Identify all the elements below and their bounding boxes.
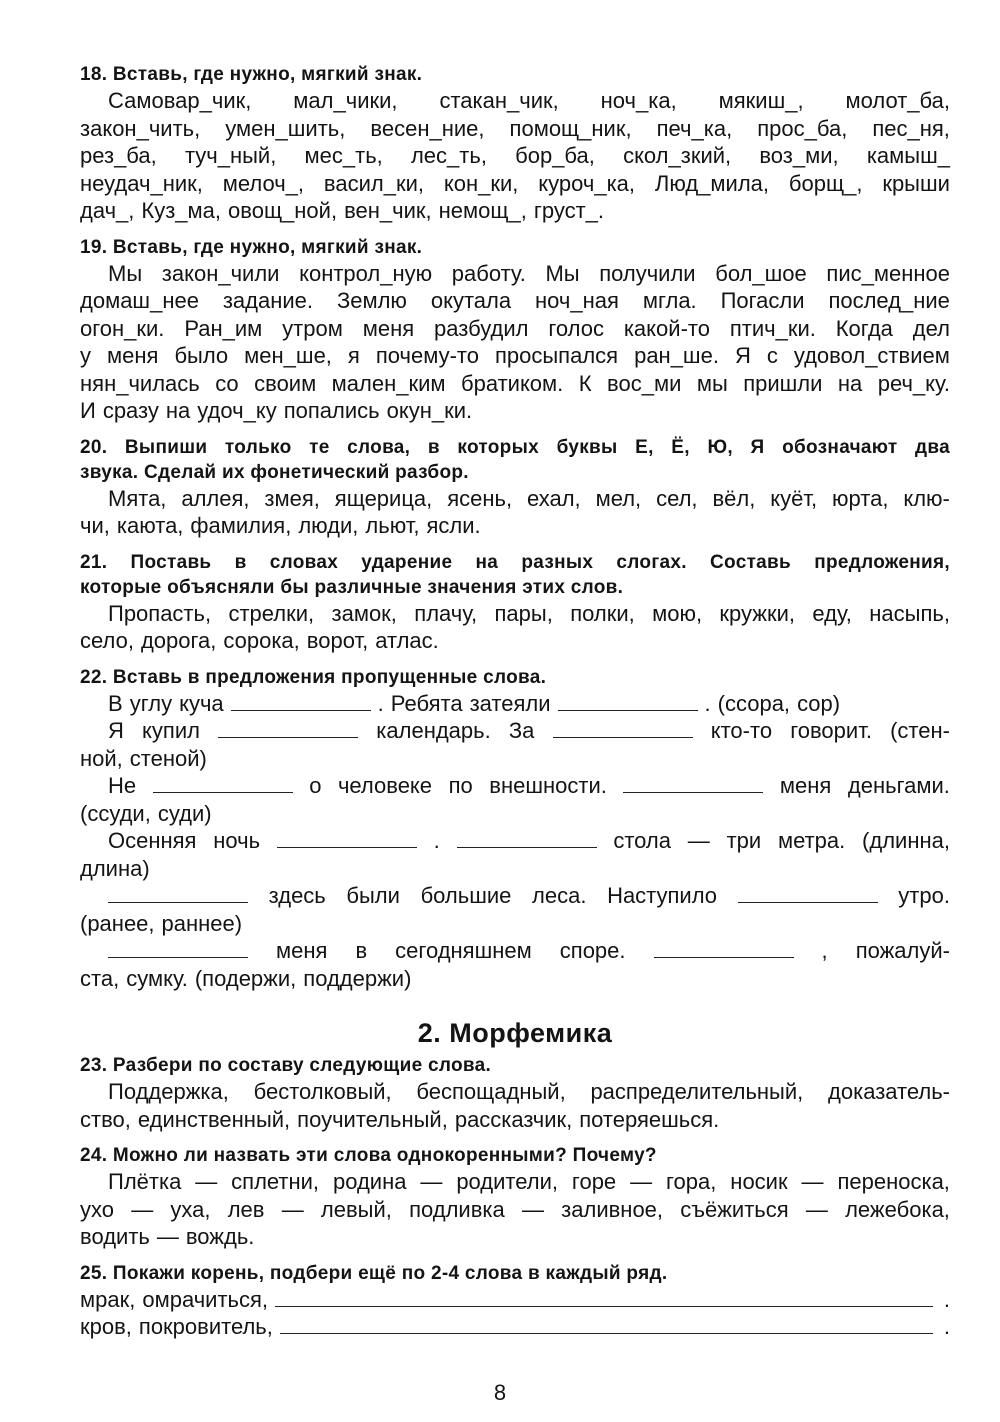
word: пожалуй- bbox=[855, 938, 950, 963]
word: сор) bbox=[797, 690, 841, 716]
word: доказатель- bbox=[828, 1079, 950, 1104]
word: Я bbox=[734, 343, 751, 368]
word: ста, bbox=[80, 965, 120, 991]
text-line bbox=[80, 910, 950, 938]
answer-blank[interactable] bbox=[654, 939, 794, 958]
word: ной, bbox=[80, 745, 123, 771]
word: молот_ба, bbox=[845, 88, 950, 113]
word: К bbox=[578, 370, 592, 396]
word: (подержи, bbox=[194, 965, 297, 991]
word: стола bbox=[613, 828, 671, 853]
exercise-heading: 18. Вставь, где нужно, мягкий знак. bbox=[80, 64, 423, 85]
word: печ_ка, bbox=[656, 115, 733, 141]
answer-blank[interactable] bbox=[738, 884, 878, 903]
word: закон_чили bbox=[161, 260, 280, 286]
word: поддержи) bbox=[303, 965, 412, 991]
text-line bbox=[80, 142, 950, 170]
word: работу. bbox=[451, 260, 526, 286]
text-line bbox=[80, 1223, 950, 1251]
word: меня bbox=[107, 343, 159, 368]
word: атлас. bbox=[375, 628, 439, 653]
word: Погасли bbox=[720, 288, 805, 313]
word: Когда bbox=[835, 315, 893, 341]
text-line bbox=[80, 512, 950, 540]
text-line bbox=[80, 627, 950, 655]
text-line bbox=[80, 772, 950, 800]
answer-blank[interactable] bbox=[277, 829, 417, 848]
word: Пропасть, bbox=[108, 600, 212, 626]
word: сумку. bbox=[126, 965, 188, 991]
word: окутала bbox=[430, 288, 512, 313]
word: Ребята bbox=[390, 690, 463, 716]
word: мгла. bbox=[642, 288, 697, 313]
word: крыши bbox=[882, 170, 950, 196]
word: три bbox=[726, 828, 762, 853]
word: горе bbox=[571, 1169, 617, 1194]
word: домаш_нее bbox=[80, 288, 199, 313]
word: — bbox=[420, 1169, 443, 1194]
word: омрачиться, bbox=[142, 1286, 269, 1312]
word: весен_ние, bbox=[370, 115, 485, 141]
answer-blank[interactable] bbox=[275, 1288, 933, 1307]
exercise bbox=[80, 665, 950, 993]
word: внешности. bbox=[489, 773, 607, 798]
word: ясли. bbox=[426, 513, 481, 538]
exercise bbox=[80, 62, 950, 225]
word: закон_чить, bbox=[80, 115, 201, 141]
word: помощ_ник, bbox=[509, 115, 632, 141]
word: со bbox=[215, 370, 239, 396]
text-line bbox=[80, 600, 950, 628]
word: стакан_чик, bbox=[439, 88, 559, 113]
word: человеке bbox=[337, 773, 433, 798]
word: на bbox=[837, 370, 863, 396]
word: — bbox=[630, 1169, 653, 1194]
word: уха, bbox=[170, 1196, 211, 1222]
word: птич_ки. bbox=[729, 315, 816, 341]
word: груст_. bbox=[533, 198, 605, 223]
word: куча bbox=[179, 690, 224, 716]
word: замок, bbox=[331, 600, 397, 626]
word: носик bbox=[730, 1169, 788, 1194]
word: леса. bbox=[532, 883, 587, 908]
text-line bbox=[80, 87, 950, 115]
word: большие bbox=[420, 883, 512, 908]
answer-blank[interactable] bbox=[457, 829, 597, 848]
word: чи, bbox=[80, 513, 110, 538]
word: . bbox=[377, 690, 384, 716]
word: ящерица, bbox=[334, 485, 433, 511]
word: о bbox=[309, 773, 322, 798]
word: куроч_ка, bbox=[538, 170, 636, 196]
text-line bbox=[80, 197, 950, 225]
word: туч_ный, bbox=[184, 143, 277, 168]
exercises-phonetics bbox=[80, 62, 950, 992]
text-line bbox=[80, 370, 950, 398]
word: мою, bbox=[652, 600, 703, 626]
word: Куз_ма, bbox=[141, 198, 222, 223]
word: бол_шое bbox=[715, 260, 807, 286]
word: село, bbox=[80, 628, 134, 653]
word: единственный, bbox=[137, 1106, 291, 1132]
word: ворот, bbox=[306, 628, 369, 653]
word: рез_ба, bbox=[80, 143, 157, 168]
answer-blank[interactable] bbox=[558, 692, 698, 711]
word: Землю bbox=[336, 288, 407, 313]
text-line bbox=[80, 287, 950, 315]
word: подливка bbox=[409, 1196, 505, 1222]
word: . bbox=[943, 1314, 950, 1339]
word: (длинна, bbox=[862, 828, 950, 853]
word: своим bbox=[254, 370, 317, 396]
word: — bbox=[801, 1169, 824, 1194]
word: , bbox=[821, 938, 828, 963]
word: сплетни, bbox=[231, 1169, 320, 1194]
word: беспощадный, bbox=[416, 1079, 566, 1104]
answer-blank[interactable] bbox=[280, 1315, 933, 1334]
exercise-heading: 21. Поставь в словах ударение на разных слогах. Составь предложения, bbox=[80, 551, 950, 573]
word: съёжиться bbox=[680, 1196, 789, 1222]
word: метра. bbox=[777, 828, 846, 853]
page-number: 8 bbox=[493, 1380, 507, 1405]
exercise-heading: 23. Разбери по составу следующие слова. bbox=[80, 1055, 492, 1076]
word: Самовар_чик, bbox=[108, 88, 252, 113]
word: В bbox=[108, 690, 123, 716]
word: огон_ки. bbox=[80, 315, 165, 341]
word: мален_ким bbox=[331, 370, 446, 396]
word: дел bbox=[912, 315, 950, 341]
word: Не bbox=[108, 773, 137, 798]
word: с bbox=[766, 343, 778, 368]
word: кров, bbox=[80, 1314, 132, 1339]
word: дач_, bbox=[80, 198, 135, 223]
word: мрак, bbox=[80, 1286, 136, 1312]
word: сразу bbox=[102, 398, 159, 423]
word: пес_ня, bbox=[872, 115, 950, 141]
word: скол_зкий, bbox=[623, 143, 732, 168]
word: меня bbox=[276, 938, 328, 963]
word: попались bbox=[283, 398, 380, 423]
word: Мята, bbox=[108, 485, 167, 511]
word: утром bbox=[282, 315, 343, 341]
exercise bbox=[80, 435, 950, 540]
word: на bbox=[165, 398, 191, 423]
word: куёт, bbox=[770, 485, 818, 511]
word: бестолковый, bbox=[253, 1079, 392, 1104]
word: просыпался bbox=[494, 343, 619, 368]
answer-blank[interactable] bbox=[108, 884, 248, 903]
word: удоч_ку bbox=[197, 398, 277, 423]
word: мы bbox=[696, 370, 728, 396]
word: (ранее, bbox=[80, 910, 155, 936]
answer-blank[interactable] bbox=[553, 719, 693, 738]
exercise bbox=[80, 1053, 950, 1133]
word: родина bbox=[332, 1169, 407, 1194]
word: лежебока, bbox=[845, 1196, 950, 1222]
word: мен_ше, bbox=[244, 343, 332, 368]
text-line bbox=[80, 115, 950, 143]
word: Плётка bbox=[108, 1169, 182, 1194]
word: вос_ми bbox=[607, 370, 682, 396]
word: дорога, bbox=[140, 628, 217, 653]
word: в bbox=[355, 938, 368, 963]
word: . bbox=[433, 828, 440, 853]
word: немощ_, bbox=[438, 198, 527, 223]
worksheet-page bbox=[80, 62, 950, 1351]
word: здесь bbox=[268, 883, 326, 908]
exercises-morphemics bbox=[80, 1053, 950, 1341]
word: овощ_ной, bbox=[228, 198, 338, 223]
word: левый, bbox=[320, 1196, 392, 1222]
word: сегодняшнем bbox=[395, 938, 532, 963]
word: люди, bbox=[298, 513, 359, 538]
word: ясень, bbox=[447, 485, 513, 511]
word: пришли bbox=[743, 370, 823, 396]
word: полки, bbox=[570, 600, 635, 626]
exercise bbox=[80, 1143, 950, 1251]
word: стрелки, bbox=[228, 600, 315, 626]
word: Люд_мила, bbox=[654, 170, 770, 196]
word: длина) bbox=[80, 855, 150, 881]
exercise-heading: 24. Можно ли назвать эти слова однокоренными? Почему? bbox=[80, 1145, 657, 1166]
word: пары, bbox=[494, 600, 553, 626]
word: разбудил bbox=[434, 315, 529, 341]
answer-blank[interactable] bbox=[108, 939, 248, 958]
text-line bbox=[80, 485, 950, 513]
word: покровитель, bbox=[138, 1314, 273, 1339]
word: вёл, bbox=[712, 485, 756, 511]
exercise-heading: 19. Вставь, где нужно, мягкий знак. bbox=[80, 236, 423, 258]
word: — bbox=[156, 1224, 179, 1249]
word: суди) bbox=[157, 800, 212, 826]
word: Мы bbox=[108, 260, 143, 286]
word: календарь. bbox=[376, 718, 491, 743]
word: (ссуди, bbox=[80, 800, 151, 826]
word: утро. bbox=[898, 883, 950, 908]
text-line bbox=[80, 717, 950, 745]
word: углу bbox=[129, 690, 173, 716]
text-line bbox=[80, 315, 950, 343]
text-line bbox=[80, 690, 950, 718]
word: . bbox=[704, 690, 711, 716]
word: было bbox=[174, 343, 229, 368]
word: — bbox=[687, 828, 710, 853]
word: кон_ки, bbox=[443, 170, 519, 196]
word: затеяли bbox=[469, 690, 551, 716]
word: купил bbox=[142, 718, 200, 743]
word: ухо bbox=[80, 1196, 114, 1222]
word: клю- bbox=[903, 485, 950, 511]
word: — bbox=[131, 1196, 154, 1222]
word: неудач_ник, bbox=[80, 170, 203, 196]
word: водить bbox=[80, 1224, 150, 1249]
word: змея, bbox=[264, 485, 320, 511]
word: у bbox=[80, 343, 91, 368]
text-line bbox=[80, 1168, 950, 1196]
word: голос bbox=[548, 315, 604, 341]
word: родители, bbox=[456, 1169, 558, 1194]
word: послед_ние bbox=[828, 288, 950, 313]
word: мес_ть, bbox=[304, 143, 383, 168]
word: ство, bbox=[80, 1106, 131, 1132]
answer-blank[interactable] bbox=[231, 692, 371, 711]
word: контрол_ную bbox=[299, 260, 433, 286]
word: вен_чик, bbox=[344, 198, 432, 223]
word: мал_чики, bbox=[293, 88, 398, 113]
word: . bbox=[943, 1286, 950, 1312]
word: (ссора, bbox=[717, 690, 791, 716]
word: мелоч_, bbox=[222, 170, 305, 196]
word: ран_ше. bbox=[634, 343, 719, 368]
text-line bbox=[80, 800, 950, 828]
word: гора, bbox=[666, 1169, 717, 1194]
word: поучительный, bbox=[297, 1106, 448, 1132]
word: Осенняя bbox=[108, 828, 197, 853]
word: И bbox=[80, 398, 96, 423]
word: лес_ть, bbox=[410, 143, 487, 168]
exercise-heading: 22. Вставь в предложения пропущенные слова. bbox=[80, 666, 547, 688]
text-line bbox=[80, 397, 950, 425]
answer-blank[interactable] bbox=[218, 719, 358, 738]
word: реч_ку. bbox=[877, 370, 950, 396]
word: потеряешься. bbox=[579, 1106, 720, 1132]
text-line bbox=[80, 1106, 950, 1134]
text-line bbox=[80, 745, 950, 773]
word: — bbox=[281, 1196, 304, 1222]
word: нян_чилась bbox=[80, 370, 200, 396]
word: борщ_, bbox=[788, 170, 863, 196]
text-line bbox=[80, 1313, 950, 1341]
word: фамилия, bbox=[190, 513, 292, 538]
word: кружки, bbox=[719, 600, 796, 626]
word: споре. bbox=[559, 938, 626, 963]
word: льют, bbox=[365, 513, 420, 538]
word: пис_менное bbox=[826, 260, 950, 286]
word: Я bbox=[108, 718, 124, 743]
word: еду, bbox=[812, 600, 852, 626]
word: (стен- bbox=[890, 718, 950, 743]
word: по bbox=[448, 773, 473, 798]
word: юрта, bbox=[832, 485, 889, 511]
word: меня bbox=[362, 315, 415, 341]
text-line bbox=[80, 855, 950, 883]
word: раннее) bbox=[161, 910, 243, 936]
word: сел, bbox=[656, 485, 698, 511]
word: Мы bbox=[545, 260, 580, 286]
text-line bbox=[80, 965, 950, 993]
word: ехал, bbox=[526, 485, 581, 511]
word: говорит. bbox=[790, 718, 872, 743]
text-line bbox=[80, 882, 950, 910]
word: ночь bbox=[213, 828, 261, 853]
word: мякиш_, bbox=[718, 88, 804, 113]
word: удовол_ствием bbox=[793, 343, 950, 368]
word: кто-то bbox=[710, 718, 773, 743]
word: почему-то bbox=[375, 343, 479, 368]
word: деньгами. bbox=[847, 773, 950, 798]
exercise bbox=[80, 550, 950, 655]
word: окун_ки. bbox=[386, 398, 473, 423]
word: За bbox=[508, 718, 535, 743]
word: прос_ба, bbox=[757, 115, 848, 141]
word: — bbox=[195, 1169, 218, 1194]
word: плачу, bbox=[414, 600, 478, 626]
word: стеной) bbox=[129, 745, 207, 771]
word: получили bbox=[599, 260, 696, 286]
text-line bbox=[80, 1286, 950, 1314]
word: заливное, bbox=[561, 1196, 664, 1222]
word: распределительный, bbox=[590, 1079, 804, 1104]
word: камыш_ bbox=[866, 143, 950, 168]
exercise-heading: которые объясняли бы различные значения этих слов. bbox=[80, 576, 624, 598]
exercise bbox=[80, 1261, 950, 1341]
word: Поддержка, bbox=[108, 1079, 229, 1104]
word: лев bbox=[227, 1196, 265, 1222]
word: вождь. bbox=[185, 1224, 255, 1249]
text-line bbox=[80, 937, 950, 965]
word: — bbox=[805, 1196, 828, 1222]
word: Ран_им bbox=[184, 315, 263, 341]
text-line bbox=[80, 1078, 950, 1106]
word: каюта, bbox=[116, 513, 184, 538]
word: воз_ми, bbox=[759, 143, 839, 168]
answer-blank[interactable] bbox=[153, 774, 293, 793]
text-line bbox=[80, 260, 950, 288]
word: бор_ба, bbox=[515, 143, 595, 168]
word: мел, bbox=[595, 485, 642, 511]
word: насыпь, bbox=[869, 600, 950, 626]
word: аллея, bbox=[181, 485, 250, 511]
exercise-heading: 25. Покажи корень, подбери ещё по 2-4 слова в каждый ряд. bbox=[80, 1262, 668, 1284]
section-title: 2. Морфемика bbox=[417, 1018, 613, 1048]
word: Наступило bbox=[607, 883, 718, 908]
word: переноска, bbox=[837, 1169, 950, 1194]
exercise bbox=[80, 235, 950, 425]
word: какой-то bbox=[623, 315, 710, 341]
word: васил_ки, bbox=[323, 170, 424, 196]
word: задание. bbox=[222, 288, 314, 313]
word: рассказчик, bbox=[454, 1106, 573, 1132]
word: сорока, bbox=[223, 628, 300, 653]
answer-blank[interactable] bbox=[623, 774, 763, 793]
text-line bbox=[80, 827, 950, 855]
exercise-heading: 20. Выпиши только те слова, в которых буквы Е, Ё, Ю, Я обозначают два bbox=[80, 436, 950, 458]
word: умен_шить, bbox=[225, 115, 346, 141]
word: я bbox=[347, 343, 360, 368]
text-line bbox=[80, 342, 950, 370]
word: были bbox=[346, 883, 400, 908]
word: ноч_ка, bbox=[600, 88, 677, 113]
word: ноч_ная bbox=[535, 288, 619, 313]
word: — bbox=[521, 1196, 544, 1222]
text-line bbox=[80, 1196, 950, 1224]
exercise-heading: звука. Сделай их фонетический разбор. bbox=[80, 461, 469, 483]
word: братиком. bbox=[460, 370, 564, 396]
word: меня bbox=[779, 773, 832, 798]
text-line bbox=[80, 170, 950, 198]
